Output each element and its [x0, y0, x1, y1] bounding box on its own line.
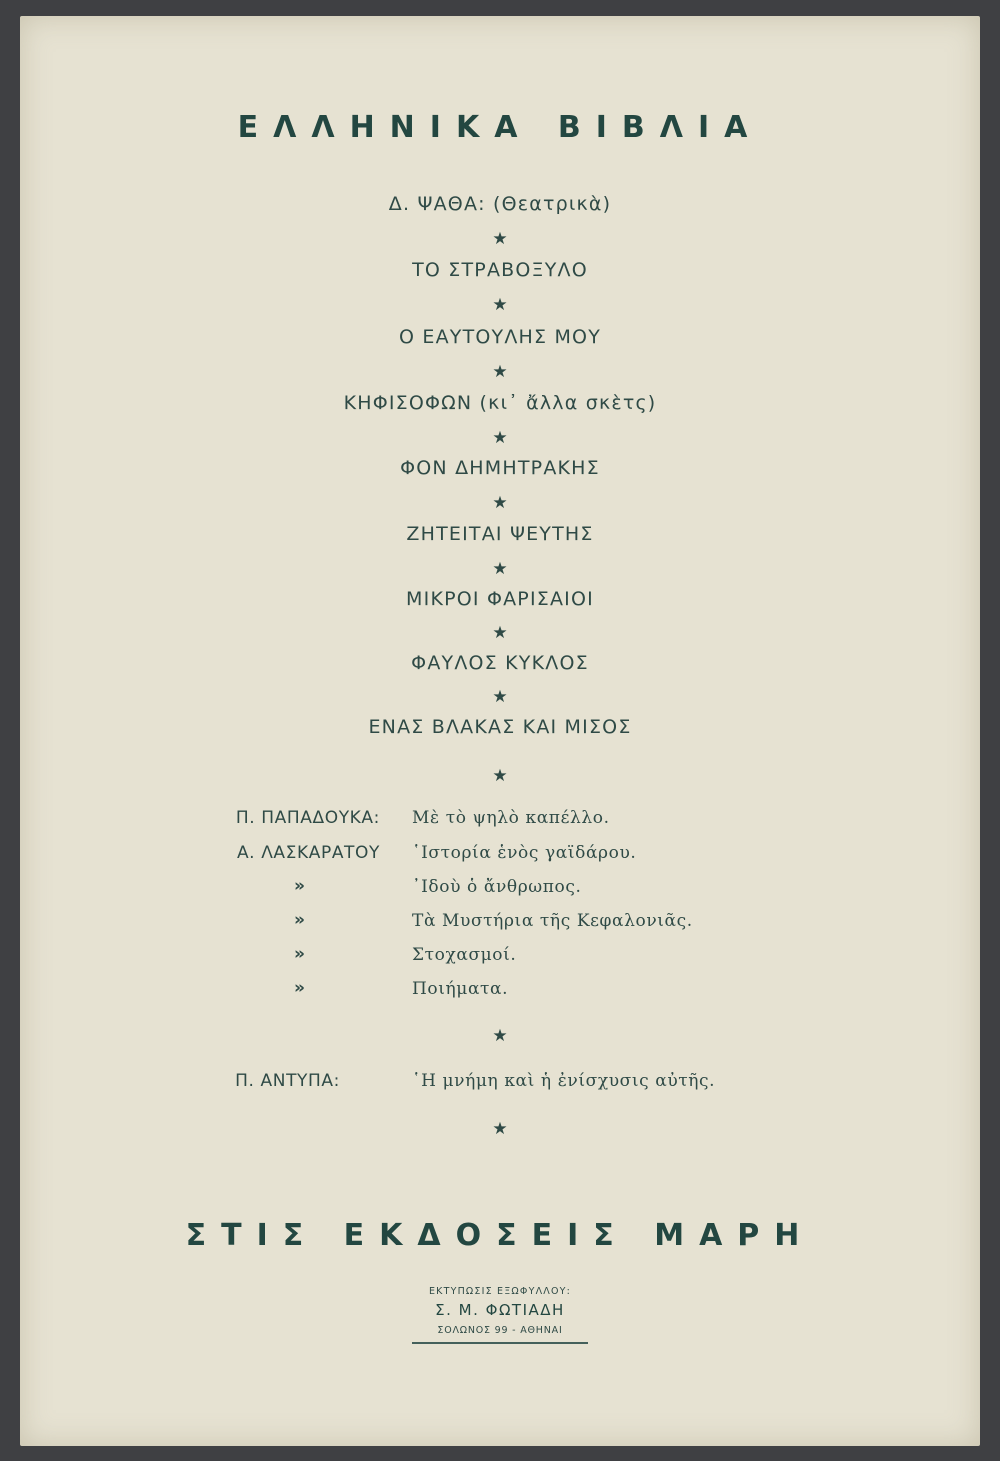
star-separator: ★ [492, 362, 508, 382]
title-favlos-kyklos: ΦΑΥΛΟΣ ΚΥΚΛΟΣ [411, 652, 589, 674]
ditto-mark: » [294, 978, 305, 998]
author-antypa: Π. ΑΝΤΥΠΑ: [235, 1071, 340, 1091]
imprint-address: ΣΟΛΩΝΟΣ 99 - ΑΘΗΝΑΙ [437, 1325, 563, 1336]
title-kifisofon: ΚΗΦΙΣΟΦΩΝ (κι᾽ ἄλλα σκὲτς) [343, 392, 657, 414]
author-papadouka: Π. ΠΑΠΑΔΟΥΚΑ: [235, 808, 380, 828]
star-separator: ★ [492, 229, 508, 249]
imprint-rule [412, 1342, 588, 1344]
star-separator: ★ [492, 1119, 508, 1139]
book-back-cover [20, 16, 980, 1446]
title-fon-dimitrakis: ΦΟΝ ΔΗΜΗΤΡΑΚΗΣ [400, 457, 600, 479]
title-mikroi-farisaioi: ΜΙΚΡΟΙ ΦΑΡΙΣΑΙΟΙ [406, 588, 594, 610]
star-separator: ★ [492, 687, 508, 707]
star-separator: ★ [492, 1026, 508, 1046]
title-stravoxylo: ΤΟ ΣΤΡΑΒΟΞΥΛΟ [412, 259, 588, 281]
ditto-mark: » [294, 944, 305, 964]
page-title: ΕΛΛΗΝΙΚΑ ΒΙΒΛΙΑ [237, 110, 763, 145]
star-separator: ★ [492, 493, 508, 513]
title-enas-vlakas-kai-misos: ΕΝΑΣ ΒΛΑΚΑΣ ΚΑΙ ΜΙΣΟΣ [368, 716, 632, 738]
ditto-mark: » [294, 910, 305, 930]
work-me-to-psilo-kapello: Μὲ τὸ ψηλὸ καπέλλο. [412, 808, 610, 828]
ditto-mark: » [294, 876, 305, 896]
work-poiimata: Ποιήματα. [412, 979, 509, 999]
star-separator: ★ [492, 295, 508, 315]
work-stochasmoi: Στοχασμοί. [412, 945, 517, 965]
title-eautoulis-mou: Ο ΕΑΥΤΟΥΛΗΣ ΜΟΥ [398, 326, 602, 348]
work-istoria-enos-gaidarou: ῾Ιστορία ἑνὸς γαϊδάρου. [412, 843, 637, 863]
imprint-name: Σ. Μ. ΦΩΤΙΑΔΗ [435, 1301, 565, 1319]
work-i-mnimi: ῾Η μνήμη καὶ ἡ ἐνίσχυσις αὐτῆς. [412, 1071, 716, 1091]
star-separator: ★ [492, 623, 508, 643]
star-separator: ★ [492, 559, 508, 579]
publisher-name: ΣΤΙΣ ΕΚΔΟΣΕΙΣ ΜΑΡΗ [185, 1218, 815, 1253]
title-zitetai-pseftis: ΖΗΤΕΙΤΑΙ ΨΕΥΤΗΣ [406, 523, 594, 545]
star-separator: ★ [492, 428, 508, 448]
imprint-block [412, 1284, 588, 1372]
star-separator: ★ [492, 766, 508, 786]
imprint-label: ΕΚΤΥΠΩΣΙΣ ΕΞΩΦΥΛΛΟΥ: [428, 1286, 572, 1297]
psatha-heading: Δ. ΨΑΘΑ: (Θεατρικὰ) [388, 193, 612, 215]
work-idou-o-anthropos: ᾽Ιδοὺ ὁ ἄνθρωπος. [412, 877, 582, 897]
author-laskaratou: Α. ΛΑΣΚΑΡΑΤΟΥ [236, 843, 380, 863]
work-ta-mystiria-tis-kefalonias: Τὰ Μυστήρια τῆς Κεφαλονιᾶς. [412, 911, 693, 931]
